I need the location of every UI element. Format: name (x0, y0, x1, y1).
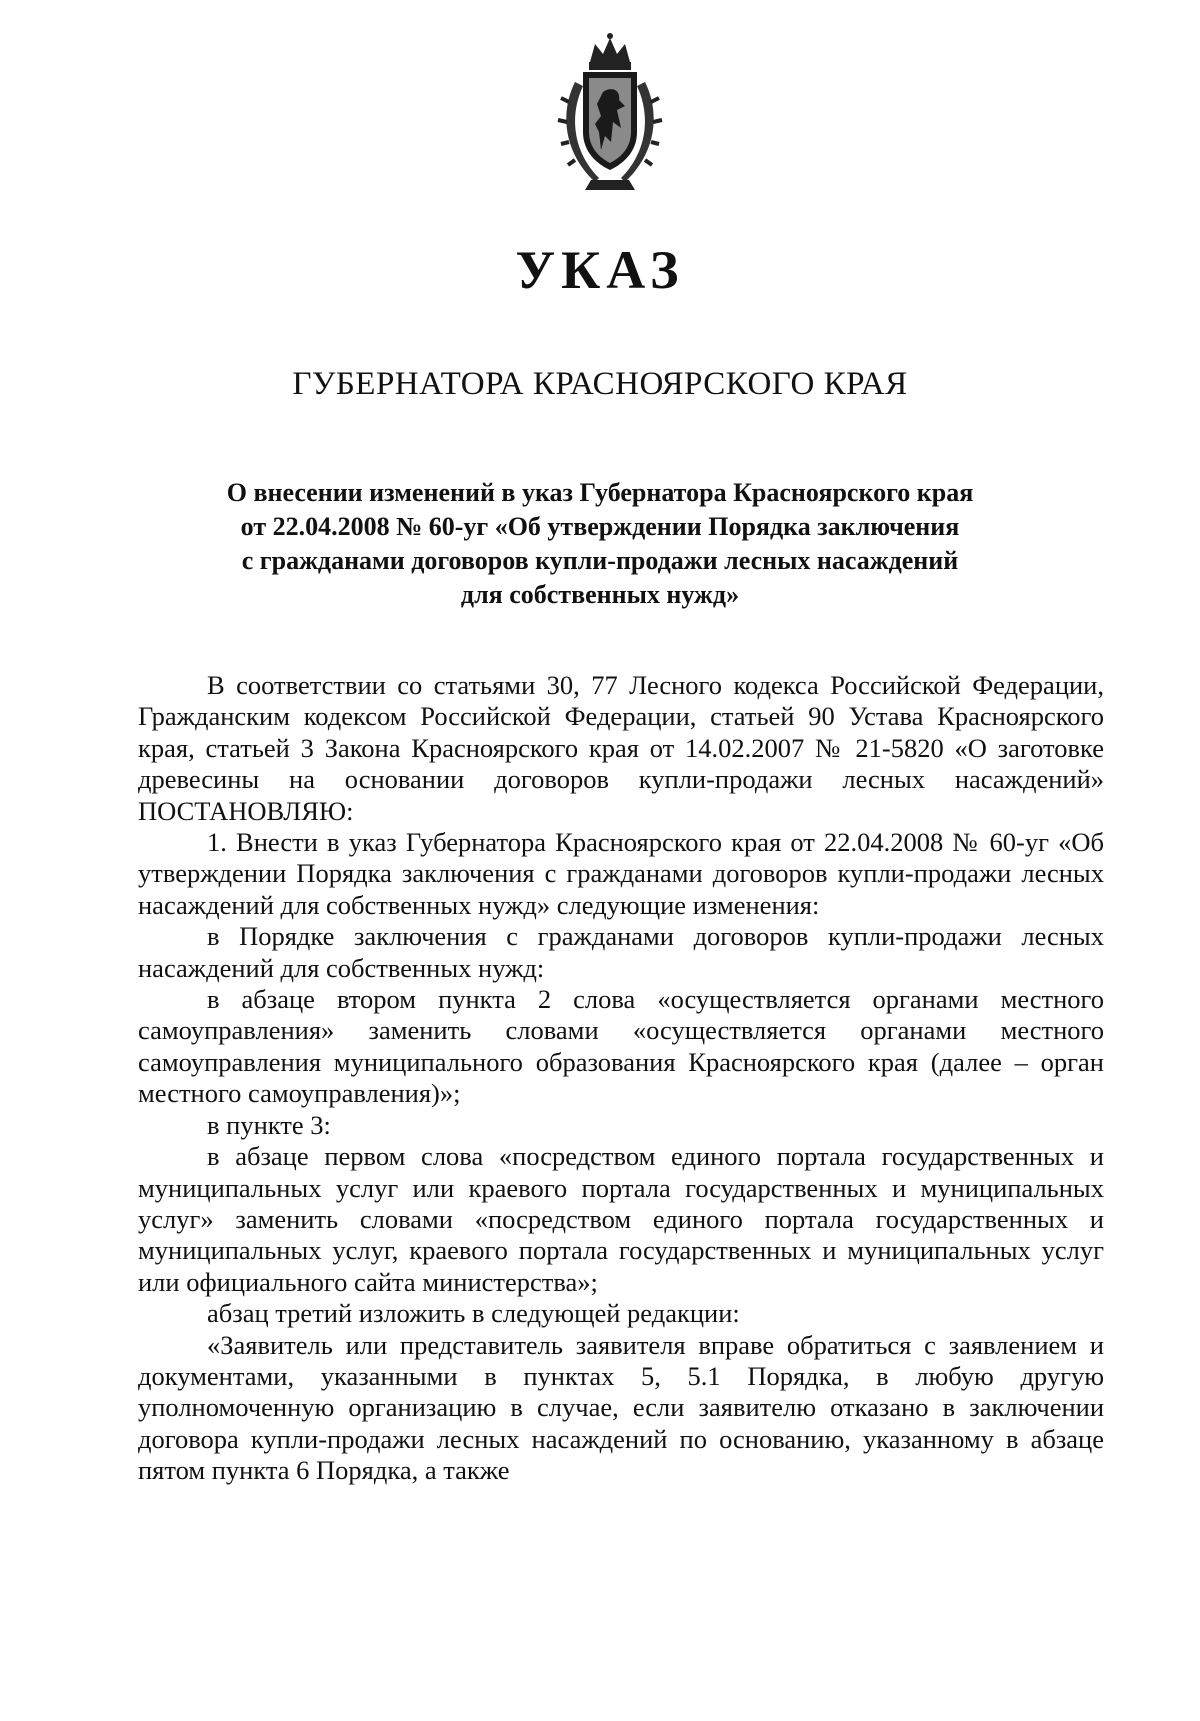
heading-line: с гражданами договоров купли-продажи лесных насаждений (241, 546, 959, 575)
document-subtitle: ГУБЕРНАТОРА КРАСНОЯРСКОГО КРАЯ (292, 366, 908, 402)
body-paragraph: В соответствии со статьями 30, 77 Лесного кодекса Российской Федерации, Гражданским кодексом Российской Федерации, статьей 90 Устава Красноярского края, статьей 3 Закона Красноярского края от 14.02.2007 № 21-5820 «О заготовке древесины на основании договоров купли-продажи лесных насаждений» ПОСТАНОВЛЯЮ: (138, 670, 1104, 826)
heading-line: О внесении изменений в указ Губернатора Красноярского края (226, 478, 974, 507)
document-heading (150, 476, 1050, 612)
body-paragraph: в пункте 3: (207, 1109, 331, 1140)
coat-of-arms-emblem (555, 32, 665, 197)
body-paragraph: абзац третий изложить в следующей редакции: (207, 1298, 740, 1329)
document-title: УКАЗ (515, 240, 685, 300)
body-paragraph: в абзаце первом слова «посредством единого портала государственных и муниципальных услуг или краевого портала государственных и муниципальных услуг» заменить словами «посредством единого портала государственных и муниципальных услуг, краевого портала государственных и муниципальных услуг или официального сайта министерства»; (138, 1141, 1104, 1297)
body-paragraph: в Порядке заключения с гражданами договоров купли-продажи лесных насаждений для собственных нужд: (138, 921, 1104, 983)
document-body (138, 670, 1104, 1487)
heading-line: для собственных нужд» (460, 580, 740, 609)
body-paragraph: «Заявитель или представитель заявителя вправе обратиться с заявлением и документами, указанными в пунктах 5, 5.1 Порядка, в любую другую уполномоченную организацию в случае, если заявителю отказано в заключении договора купли-продажи лесных насаждений по основанию, указанному в абзаце пятом пункта 6 Порядка, а также (138, 1329, 1104, 1486)
body-paragraph: 1. Внести в указ Губернатора Красноярского края от 22.04.2008 № 60-уг «Об утверждении Порядка заключения с гражданами договоров купли-продажи лесных насаждений для собственных нужд» следующие изменения: (138, 827, 1104, 920)
heading-line: от 22.04.2008 № 60-уг «Об утверждении Порядка заключения (240, 512, 960, 541)
body-paragraph: в абзаце втором пункта 2 слова «осуществляется органами местного самоуправления» заменить словами «осуществляется органами местного самоуправления муниципального образования Красноярского края (далее – орган местного самоуправления)»; (138, 984, 1104, 1109)
